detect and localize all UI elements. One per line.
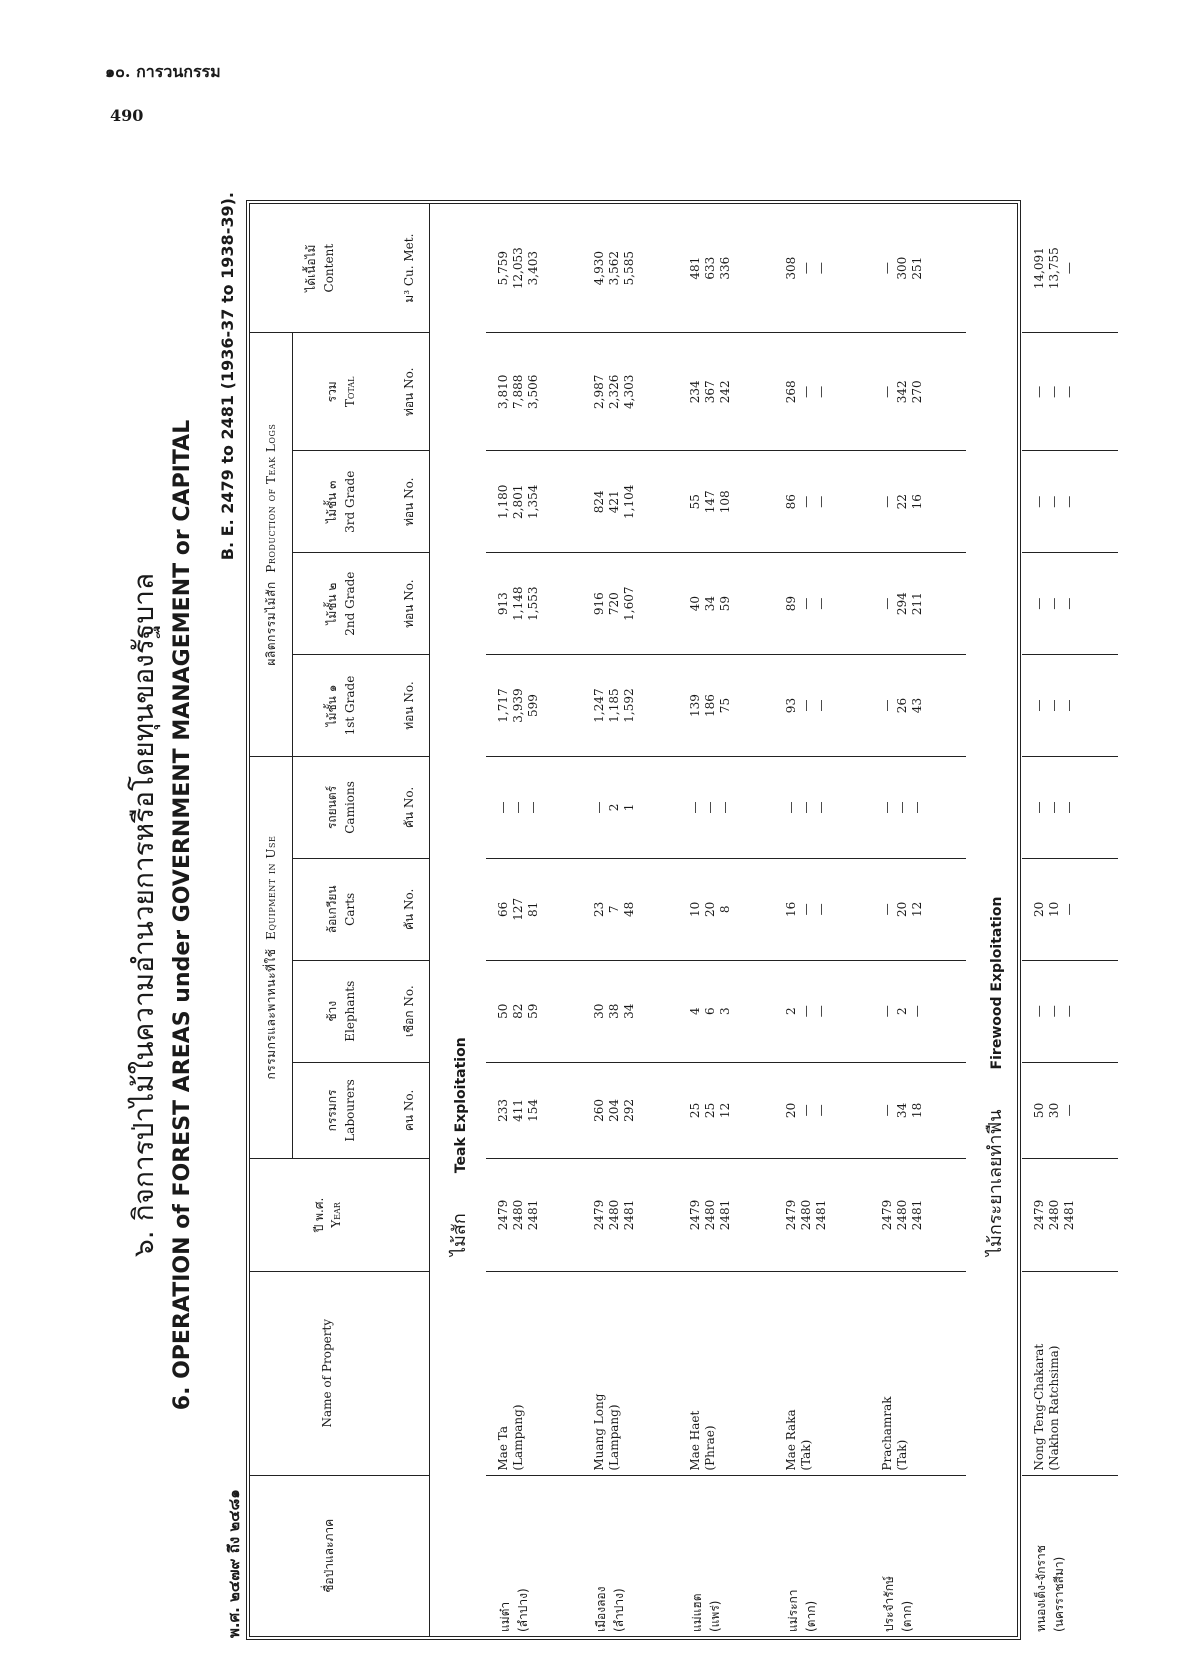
cell-forest-thai: หนองเต็ง-จักราช (นครราชสีมา) (1034, 1545, 1066, 1632)
cell-camions: — 2 1 (582, 756, 678, 858)
section-row-teak (430, 204, 487, 1636)
chapter-heading: ๑๐. การวนกรรม (105, 62, 221, 81)
cell-years: 2479 2480 2481 (774, 1159, 870, 1272)
cell-total: 3,810 7,888 3,506 (486, 333, 582, 451)
cell-grade1: — 26 43 (870, 655, 966, 757)
cell-grade1: — — — (1022, 655, 1118, 757)
table-row (1022, 204, 1118, 1636)
cell-grade3: — — — (1022, 451, 1118, 553)
column-header-property: Name of Property (250, 1271, 430, 1475)
cell-property-name: Prachamrak (Tak) (870, 1271, 966, 1475)
column-header-camions: รถยนตร์ Camions (293, 756, 390, 858)
table-row (582, 204, 678, 1636)
cell-grade2: 913 1,148 1,553 (486, 553, 582, 655)
cell-carts: — 20 12 (870, 858, 966, 960)
cell-camions: — — — (774, 756, 870, 858)
section-label-teak-thai: ไม้สัก (448, 1213, 470, 1256)
cell-total: — — — (1022, 333, 1118, 451)
unit-grade3: ท่อน No. (389, 451, 430, 553)
cell-content: 14,091 13,755 — (1022, 204, 1118, 333)
cell-grade2: 89 — — (774, 553, 870, 655)
cell-labourers: 50 30 — (1022, 1062, 1118, 1159)
cell-labourers: — 34 18 (870, 1062, 966, 1159)
cell-carts: 66 127 81 (486, 858, 582, 960)
cell-labourers: 233 411 154 (486, 1062, 582, 1159)
column-header-total: รวม Total (293, 333, 390, 451)
cell-carts: 20 10 — (1022, 858, 1118, 960)
cell-grade2: 40 34 59 (678, 553, 774, 655)
table-title-thai: ๖. กิจการป่าไม้ในความอำนวยการหรือโดยทุนของรัฐบาล (127, 573, 160, 1257)
cell-content: 481 633 336 (678, 204, 774, 333)
column-header-carts: ล้อเกวียน Carts (293, 858, 390, 960)
cell-grade2: 916 720 1,607 (582, 553, 678, 655)
cell-grade1: 1,717 3,939 599 (486, 655, 582, 757)
column-header-forest-thai: ชื่อป่าและภาค (250, 1475, 430, 1636)
cell-years: 2479 2480 2481 (582, 1159, 678, 1272)
cell-years: 2479 2480 2481 (678, 1159, 774, 1272)
cell-camions: — — — (1022, 756, 1118, 858)
period-english: B. E. 2479 to 2481 (1936-37 to 1938-39). (218, 192, 237, 561)
table-title-english: 6. OPERATION of FOREST AREAS under GOVERNMENT MANAGEMENT or CAPITAL (170, 419, 195, 1411)
unit-content: ม³ Cu. Met. (389, 204, 430, 333)
table-row (678, 204, 774, 1636)
table-row (870, 204, 966, 1636)
unit-elephants: เชือก No. (389, 960, 430, 1062)
cell-grade1: 1,247 1,185 1,592 (582, 655, 678, 757)
cell-elephants: — 2 — (870, 960, 966, 1062)
cell-grade2: — 294 211 (870, 553, 966, 655)
cell-labourers: 260 204 292 (582, 1062, 678, 1159)
section-label-teak: Teak Exploitation (452, 1037, 469, 1174)
table-row (486, 204, 582, 1636)
cell-content: 5,759 12,053 3,403 (486, 204, 582, 333)
cell-forest-thai: แม่ระกา (ตาก) (786, 1589, 818, 1632)
column-header-grade3: ไม้ชั้น ๓ 3rd Grade (293, 451, 390, 553)
section-label-firewood: Firewood Exploitation (988, 896, 1005, 1070)
column-header-elephants: ช้าง Elephants (293, 960, 390, 1062)
cell-forest-thai: แม่ต๋า (ลำปาง) (498, 1588, 530, 1632)
cell-total: 2,987 2,326 4,303 (582, 333, 678, 451)
unit-labourers: คน No. (389, 1062, 430, 1159)
cell-property-name: Mae Ta (Lampang) (486, 1271, 582, 1475)
cell-total: 234 367 242 (678, 333, 774, 451)
cell-elephants: 30 38 34 (582, 960, 678, 1062)
cell-grade3: 86 — — (774, 451, 870, 553)
page-number: 490 (110, 106, 144, 125)
cell-property-name: Mae Haet (Phrae) (678, 1271, 774, 1475)
cell-content: 308 — — (774, 204, 870, 333)
cell-grade3: 55 147 108 (678, 451, 774, 553)
cell-elephants: 50 82 59 (486, 960, 582, 1062)
cell-forest-thai: แม่แฮต (แพร่) (690, 1593, 722, 1632)
cell-grade1: 139 186 75 (678, 655, 774, 757)
cell-grade3: — 22 16 (870, 451, 966, 553)
cell-property-name: Nong Teng-Chakarat (Nakhon Ratchsima) (1022, 1271, 1118, 1475)
cell-grade3: 824 421 1,104 (582, 451, 678, 553)
cell-years: 2479 2480 2481 (1022, 1159, 1118, 1272)
period-thai: พ.ศ. ๒๔๗๙ ถึง ๒๔๘๑ (225, 1489, 243, 1638)
cell-grade3: 1,180 2,801 1,354 (486, 451, 582, 553)
column-header-labourers: กรรมกร Labourers (293, 1062, 390, 1159)
cell-property-name: Mae Raka (Tak) (774, 1271, 870, 1475)
forest-operations-table (246, 200, 1076, 1640)
cell-content: — 300 251 (870, 204, 966, 333)
cell-grade2: — — — (1022, 553, 1118, 655)
rotated-table-page (60, 180, 1080, 1650)
cell-grade1: 93 — — (774, 655, 870, 757)
cell-property-name: Muang Long (Lampang) (582, 1271, 678, 1475)
cell-labourers: 25 25 12 (678, 1062, 774, 1159)
table-row (774, 204, 870, 1636)
unit-grade2: ท่อน No. (389, 553, 430, 655)
column-header-grade2: ไม้ชั้น ๒ 2nd Grade (293, 553, 390, 655)
cell-content: 4,930 3,562 5,585 (582, 204, 678, 333)
cell-elephants: 2 — — (774, 960, 870, 1062)
unit-grade1: ท่อน No. (389, 655, 430, 757)
group-header-production: ผลิตกรรมไม้สัก Production of Teak Logs (250, 333, 293, 757)
section-row-firewood (966, 204, 1022, 1636)
cell-years: 2479 2480 2481 (486, 1159, 582, 1272)
cell-forest-thai: เมืองลอง (ลำปาง) (594, 1586, 626, 1632)
cell-years: 2479 2480 2481 (870, 1159, 966, 1272)
cell-camions: — — — (870, 756, 966, 858)
column-header-year: ปี พ.ศ. Year (250, 1159, 430, 1272)
cell-carts: 23 7 48 (582, 858, 678, 960)
cell-forest-thai: ประจำรักษ์ (ตาก) (882, 1576, 914, 1632)
cell-total: 268 — — (774, 333, 870, 451)
group-header-equipment: กรรมกรและพาหนะที่ใช้ Equipment in Use (250, 756, 293, 1158)
column-header-grade1: ไม้ชั้น ๑ 1st Grade (293, 655, 390, 757)
unit-carts: คัน No. (389, 858, 430, 960)
unit-camions: คัน No. (389, 756, 430, 858)
cell-elephants: 4 6 3 (678, 960, 774, 1062)
cell-camions: — — — (678, 756, 774, 858)
cell-carts: 10 20 8 (678, 858, 774, 960)
cell-elephants: — — — (1022, 960, 1118, 1062)
cell-labourers: 20 — — (774, 1062, 870, 1159)
unit-total: ท่อน No. (389, 333, 430, 451)
cell-carts: 16 — — (774, 858, 870, 960)
cell-camions: — — — (486, 756, 582, 858)
cell-total: — 342 270 (870, 333, 966, 451)
column-header-content: ได้เนื้อไม้ Content (250, 204, 389, 333)
section-label-firewood-thai: ไม้กระยาเลยทำฟืน (984, 1109, 1006, 1256)
